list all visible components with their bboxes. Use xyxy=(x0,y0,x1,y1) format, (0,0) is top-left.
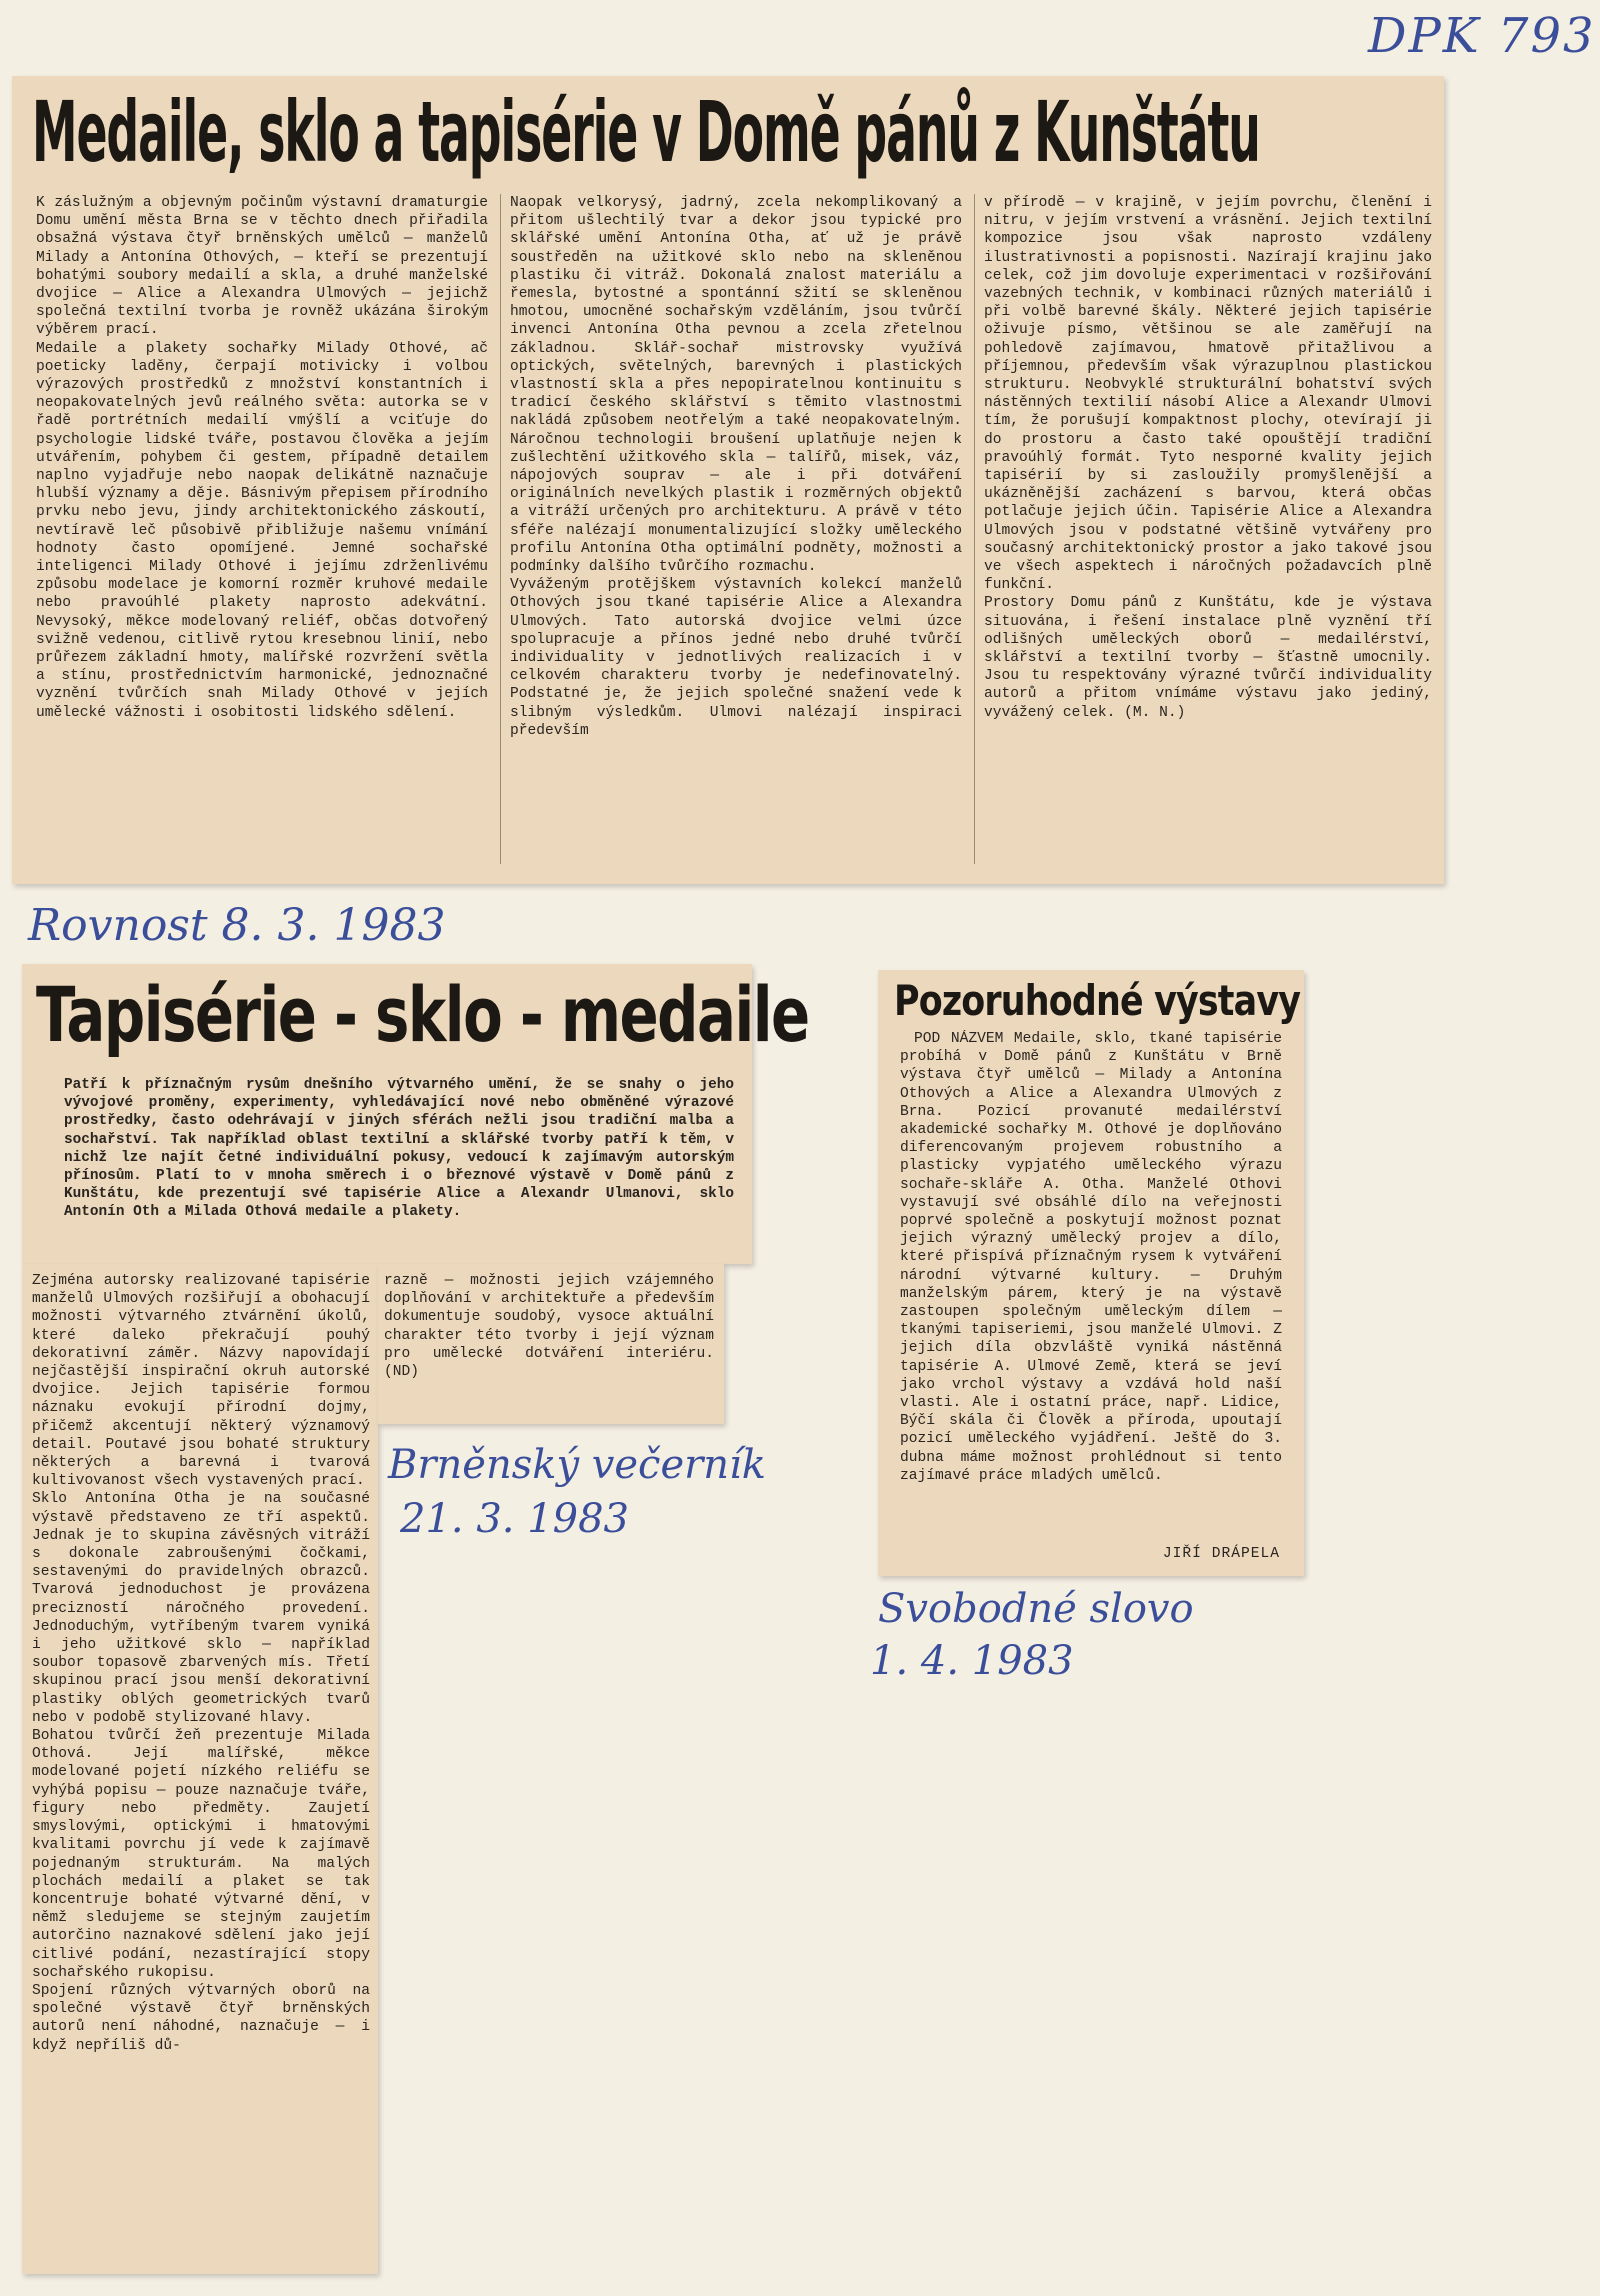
article2-headline: Tapisérie - sklo - medaile xyxy=(36,970,809,1059)
article2-source-note-title: Brněnský večerník xyxy=(388,1442,767,1488)
article1-source-note: Rovnost 8. 3. 1983 xyxy=(28,900,446,951)
column-rule xyxy=(500,194,501,864)
article3-source-note-date: 1. 4. 1983 xyxy=(870,1638,1074,1684)
article2-column-1-clipping xyxy=(22,1264,378,2274)
article2-column-1-text: Zejména autorsky realizované tapisérie manželů Ulmových rozšiřují a obohacují možnosti výtvarného ztvárnění úkolů, které daleko překračují pouhý dekorativní záměr. Názvy napovídají nejčastější inspirační okruh autorské dvojice. Jejich tapisérie formou náznaku evokují přírodní dojmy, přičemž akcentují některý významový detail. Poutavé jsou bohaté struktury některých a barevná i tvarová kultivovanost všech vystavených prací. Sklo Antonína Otha je na současné výstavě představeno ze tří aspektů. Jednak je to skupina závěsných vitráží s dokonale zabroušenými čočkami, sestavenými do pravidelných obrazců. Tvarová jednoduchost je provázena precizností náročného provedení. Jednoduchým, vytříbeným tvarem vyniká i jeho užitkové sklo — například soubor topasově zbarvených mís. Třetí skupinou prací jsou menší dekorativní plastiky oblých geometrických tvarů nebo v podobě stylizované hlavy. Bohatou tvůrčí žeň prezentuje Milada Othová. Její malířské, měkce modelované pojetí nízkého reliéfu se vyhýbá popisu — pouze naznačuje tváře, figury nebo předměty. Zaujetí smyslovými, optickými i hmatovými kvalitami povrchu jí vede k zajímavě pojednaným strukturám. Na malých plochách medailí a plaket se tak koncentruje bohaté výtvarné dění, v němž sledujeme se stejným zaujetím autorčino naznakové sdělení jako její citlivé podání, nezastírající stopy sochařského rukopisu. Spojení různých výtvarných oborů na společné výstavě čtyř brněnských autorů není náhodné, naznačuje — i když nepříliš dů- xyxy=(32,1273,370,2054)
article2-column-2-clipping xyxy=(378,1264,724,1424)
article1-column-2-text: Naopak velkorysý, jadrný, zcela nekomplikovaný a přitom ušlechtilý tvar a dekor jsou typické pro sklářské umění Antonína Otha, ať už je právě soustředěn na užitkové sklo nebo na skleněnou plastiku či vitráž. Dokonalá znalost materiálu a řemesla, bytostné a spontánní sžití se skleněnou hmotou, umocněné sochařským vzděláním, jsou tvůrčí invenci Antonína Otha pevnou a zcela zřetelnou základnou. Sklář-sochař mistrovsky využívá optických, světelných, barevných i plastických vlastností skla a přes nepopiratelnou kontinuitu s tradicí českého sklářství s těmito vlastnostmi nakládá způsobem neotřelým a také neopakovatelným. Náročnou technologii broušení uplatňuje nejen k zušlechtění užitkového skla — talířů, misek, váz, nápojových souprav — ale i při dotváření originálních nevelkých plastik i rozměrných objektů a vitráží určených pro architekturu. A právě v této sféře nalézají monumentalizující složky uměleckého profilu Antonína Otha optimální podněty, možnosti a podmínky dalšího tvůrčího rozmachu. Vyváženým protějškem výstavních kolekcí manželů Othových jsou tkané tapisérie Alice a Alexandra Ulmových. Tato autorská dvojice velmi úzce spolupracuje a přínos jedné nebo druhé tvůrčí individuality v jednotlivých realizacích i v celkovém charakteru tvorby je nedefinovatelný. Podstatné je, že jejich společné snažení vede k slibným výsledkům. Ulmovi nalézají inspiraci především xyxy=(510,195,962,739)
article3-headline: Pozoruhodné výstavy xyxy=(894,976,1301,1025)
article3-body-text: POD NÁZVEM Medaile, sklo, tkané tapisérie probíhá v Domě pánů z Kunštátu v Brně výstava čtyř umělců — Milady a Antonína Othových a Alice a Alexandra Ulmových z Brna. Pozicí provanuté medailérství akademické sochařky M. Othové je doplňováno diferencovaným projevem robustního a plasticky vypjatého uměleckého výrazu sochaře-skláře A. Otha. Manželé Othovi vystavují své obsáhlé dílo na veřejnosti poprvé společně a poskytují možnost poznat jejich výrazný umělecký projev a dílo, které přispívá příznačným rysem k vytváření národní výtvarné kultury. — Druhým manželským párem, který je na výstavě zastoupen společným uměleckým dílem — tkanými tapiseriemi, jsou manželé Ulmovi. Z jejich díla obzvláště vyniká nástěnná tapisérie A. Ulmové Země, která se jeví jako vrchol výstavy a vzdává hold naší vlasti. Ale i ostatní práce, např. Lidice, Býčí skála či Člověk a příroda, upoutají pozicí uměleckého vyjádření. Ještě do 3. dubna máme možnost prohlédnout si tento zajímavé práce mladých umělců. xyxy=(900,1031,1282,1484)
article2-column-2 xyxy=(384,1272,714,1420)
article1-clipping xyxy=(12,76,1444,884)
article3-body xyxy=(900,1030,1282,1542)
archive-mark: DPK 793 xyxy=(1368,8,1596,64)
article1-column-3 xyxy=(984,194,1432,874)
article2-lead-clipping xyxy=(22,964,809,1264)
article2-lead xyxy=(64,1076,734,1256)
article2-column-1 xyxy=(32,1272,370,2268)
article1-column-1 xyxy=(36,194,488,874)
article1-column-1-text: K záslužným a objevným počinům výstavní dramaturgie Domu umění města Brna se v těchto dnech přiřadila obsažná výstava čtyř brněnských umělců — manželů Milady a Antonína Othových, — kteří se prezentují bohatými soubory medailí a skla, a druhé manželské dvojice — Alice a Alexandra Ulmových — jejichž společná textilní tvorba je rovněž ukázána širokým výběrem prací. Medaile a plakety sochařky Milady Othové, ač poeticky laděny, čerpají motivicky i volbou výrazových prostředků z množství konstantních i neopakovatelných jevů reálného světa: autorka se v řadě portrétních medailí vmýšlí a vciťuje do psychologie lidské tváře, postavou člověka a jejím utvářením, pohybem či gestem, případně detailem naplno vyjadřuje nebo naopak delikátně naznačuje hlubší významy a děje. Básnivým přepisem přírodního prvku nebo jevu, jindy architektonického záskoutí, nevtíravě leč působivě přibližuje našemu vnímání hodnoty často opomíjené. Jemné sochařské inteligenci Milady Othové i jejímu zdrženlivému způsobu modelace je komorní rozměr kruhové medaile nebo pravoúhlé plakety naprosto adekvátní. Nevysoký, měkce modelovaný reliéf, občas dotvořený svižně vedenou, citlivě rytou kresebnou linií, nebo průřezem základní hmoty, malířské rozvržení světla a stínu, prostřednictvím harmonické, jednoznačné vyznění tvůrčích snah Milady Othové v jejích umělecké vážnosti i osobitosti lidského sdělení. xyxy=(36,195,488,721)
column-rule xyxy=(974,194,975,864)
article3-author: JIŘÍ DRÁPELA xyxy=(1162,1546,1280,1562)
article2-source-note-date: 21. 3. 1983 xyxy=(400,1496,630,1542)
article1-headline: Medaile, sklo a tapisérie v Domě pánů z Kunštátu xyxy=(32,83,1260,181)
article2-lead-text: Patří k příznačným rysům dnešního výtvarného umění, že se snahy o jeho vývojové proměny, experimenty, vyhledávající nové nebo obměněné výrazové prostředky, často odehrávají v jiných sférách nežli jsou tradiční malba a sochařství. Tak například oblast textilní a sklářské tvorby patří k těm, v nichž lze najít četné individuální pokusy, vedoucí k zajímavým autorským přínosům. Platí to v mnoha směrech i o březnové výstavě v Domě pánů z Kunštátu, kde prezentují své tapisérie Alice a Alexandr Ulmanovi, sklo Antonín Oth a Milada Othová medaile a plakety. xyxy=(64,1077,734,1221)
article3-source-note-title: Svobodné slovo xyxy=(878,1586,1194,1632)
article3-clipping xyxy=(878,970,1304,1576)
article1-column-2 xyxy=(510,194,962,874)
article1-column-3-text: v přírodě — v krajině, v jejím povrchu, členění i nitru, v jejím vrstvení a vrásnění. Jejich textilní kompozice jsou však naprosto vzdáleny ilustrativnosti a popisnosti. Nazírají krajinu jako celek, což jim dovoluje experimentaci v rozšiřování vazebných technik, v kombinaci různých materiálů i při volbě barevné škály. Některé jejich tapisérie oživuje písmo, většinou se ale zaměřují na pohledově zajímavou, hmatově přitažlivou a příjemnou, především však výrazuplnou plastickou strukturu. Neobvyklé strukturální bohatství svých nástěnných textilií násobí Alice a Alexandr Ulmovi tím, že porušují kompaktnost plochy, otevírají ji do prostoru a často také opouštějí tradiční pravoúhlý formát. Tyto nesporné kvality jejich tapisérií by si zasloužily promyšlenější a ukázněnější zacházení s barvou, která občas potlačuje jejich účin. Tapisérie Alice a Alexandra Ulmových jsou v podstatné většině vytvářeny pro současný architektonický prostor a jako takové jsou ve všech aspektech i náročných požadavcích plně funkční. Prostory Domu pánů z Kunštátu, kde je výstava situována, i řešení instalace plně vyznění tří odlišných uměleckých oborů — medailérství, sklářství a textilní tvorby — šťastně umocnily. Jsou tu respektovány výrazné tvůrčí individuality autorů a přitom vnímáme výstavu jako jediný, vyvážený celek. (M. N.) xyxy=(984,195,1432,721)
article2-column-2-text: razně — možnosti jejich vzájemného doplňování v architektuře a především dokumentuje soudobý, vysoce aktuální charakter této tvorby i její význam pro umělecké dotváření interiéru. (ND) xyxy=(384,1273,714,1381)
